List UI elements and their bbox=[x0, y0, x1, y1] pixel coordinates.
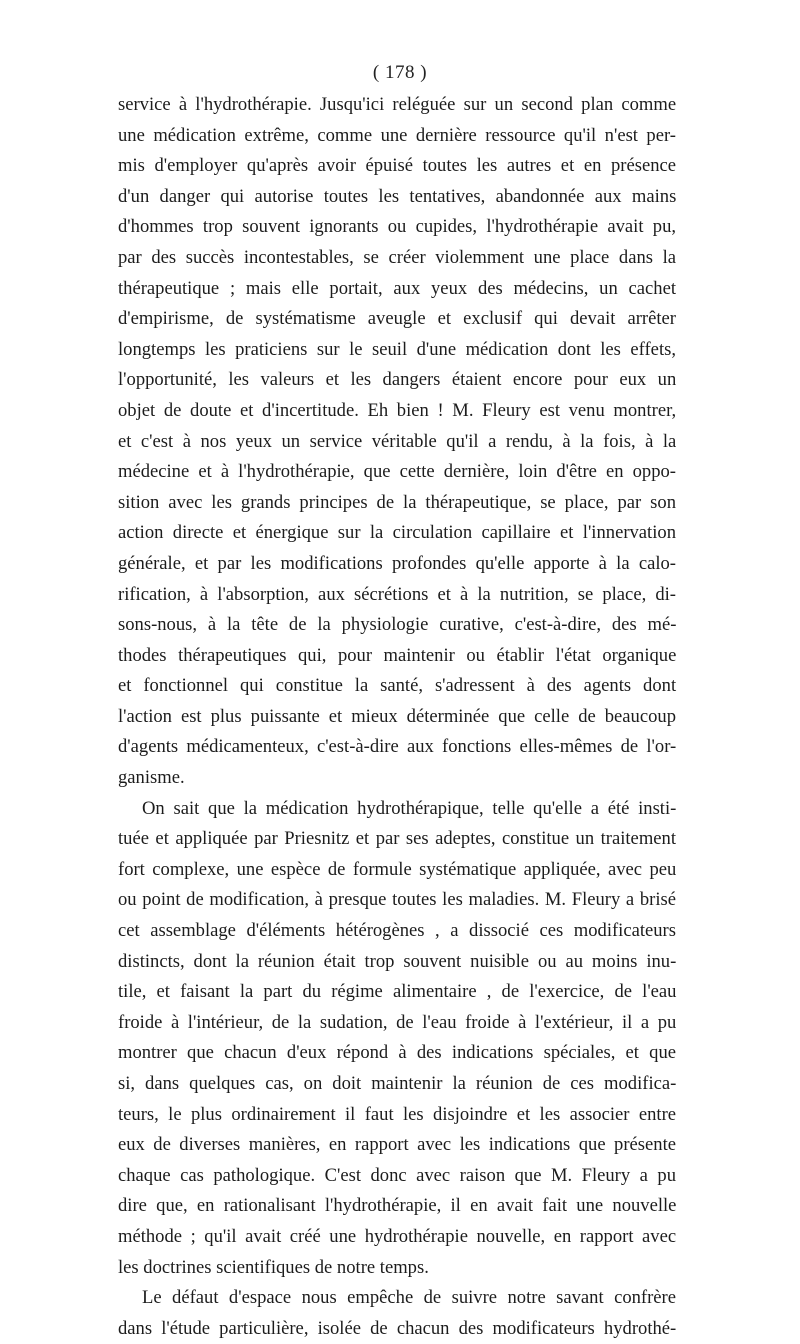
text-line: rification, à l'absorption, aux sécrétions et à la nutrition, se place, di- bbox=[118, 583, 676, 605]
text-line: une médication extrême, comme une dernière ressource qu'il n'est per- bbox=[118, 124, 676, 146]
text-line: Le défaut d'espace nous empêche de suivre notre savant confrère bbox=[142, 1287, 676, 1309]
text-line: d'hommes trop souvent ignorants ou cupides, l'hydrothérapie avait pu, bbox=[118, 216, 677, 238]
text-line: générale, et par les modifications profondes qu'elle apporte à la calo- bbox=[118, 552, 676, 574]
text-line: si, dans quelques cas, on doit maintenir la réunion de ces modifica- bbox=[118, 1073, 677, 1094]
paragraph-1 bbox=[118, 90, 676, 794]
text-line: cet assemblage d'éléments hétérogènes , a dissocié ces modificateurs bbox=[118, 920, 676, 942]
body-text bbox=[118, 90, 676, 1344]
text-line: ou point de modification, à presque toutes les maladies. M. Fleury a brisé bbox=[118, 889, 676, 911]
text-line: action directe et énergique sur la circulation capillaire et l'innervation bbox=[118, 522, 676, 544]
text-line: thodes thérapeutiques qui, pour maintenir ou établir l'état organique bbox=[118, 644, 677, 666]
text-line: dans l'étude particulière, isolée de chacun des modificateurs hydrothé- bbox=[118, 1317, 677, 1339]
text-line: l'action est plus puissante et mieux déterminée que celle de beaucoup bbox=[118, 705, 676, 727]
text-line: longtemps les praticiens sur le seuil d'une médication dont les effets, bbox=[118, 338, 676, 360]
text-line: les doctrines scientifiques de notre temps. bbox=[118, 1256, 429, 1278]
text-line: méthode ; qu'il avait créé une hydrothérapie nouvelle, en rapport avec bbox=[118, 1225, 677, 1247]
paragraph-3 bbox=[118, 1283, 676, 1344]
paragraph-2 bbox=[118, 794, 676, 1284]
text-line: d'un danger qui autorise toutes les tentatives, abandonnée aux mains bbox=[118, 185, 677, 207]
text-line: teurs, le plus ordinairement il faut les disjoindre et les associer entre bbox=[118, 1103, 677, 1125]
text-line: On sait que la médication hydrothérapique, telle qu'elle a été insti- bbox=[142, 797, 677, 819]
text-line: sons-nous, à la tête de la physiologie curative, c'est-à-dire, des mé- bbox=[118, 614, 677, 636]
text-line: chaque cas pathologique. C'est donc avec raison que M. Fleury a pu bbox=[118, 1164, 676, 1186]
text-line: et fonctionnel qui constitue la santé, s'adressent à des agents dont bbox=[118, 675, 677, 697]
text-line: tuée et appliquée par Priesnitz et par ses adeptes, constitue un traitement bbox=[118, 828, 676, 850]
page-number: ( 178 ) bbox=[372, 62, 428, 83]
text-line: dire que, en rationalisant l'hydrothérapie, il en avait fait une nouvelle bbox=[118, 1195, 677, 1217]
text-line: objet de doute et d'incertitude. Eh bien ! M. Fleury est venu montrer, bbox=[118, 399, 677, 421]
text-line: fort complexe, une espèce de formule systématique appliquée, avec peu bbox=[118, 858, 677, 880]
text-line: médecine et à l'hydrothérapie, que cette dernière, loin d'être en oppo- bbox=[118, 461, 676, 483]
text-line: par des succès incontestables, se créer violemment une place dans la bbox=[118, 246, 676, 268]
text-line: sition avec les grands principes de la thérapeutique, se place, par son bbox=[118, 491, 676, 513]
text-line: distincts, dont la réunion était trop souvent nuisible ou au moins inu- bbox=[118, 950, 677, 972]
text-line: d'empirisme, de systématisme aveugle et exclusif qui devait arrêter bbox=[118, 308, 676, 330]
text-line: service à l'hydrothérapie. Jusqu'ici reléguée sur un second plan comme bbox=[118, 94, 677, 115]
text-line: thérapeutique ; mais elle portait, aux yeux des médecins, un cachet bbox=[118, 277, 676, 299]
text-line: mis d'employer qu'après avoir épuisé toutes les autres et en présence bbox=[118, 155, 676, 177]
text-line: et c'est à nos yeux un service véritable qu'il a rendu, à la fois, à la bbox=[118, 430, 677, 452]
text-line: froide à l'intérieur, de la sudation, de l'eau froide à l'extérieur, il a pu bbox=[118, 1011, 677, 1033]
text-line: d'agents médicamenteux, c'est-à-dire aux fonctions elles-mêmes de l'or- bbox=[118, 736, 677, 758]
text-line: ganisme. bbox=[118, 767, 185, 789]
text-line: tile, et faisant la part du régime alimentaire , de l'exercice, de l'eau bbox=[118, 981, 677, 1003]
text-line: montrer que chacun d'eux répond à des indications spéciales, et que bbox=[118, 1042, 676, 1064]
text-line: l'opportunité, les valeurs et les dangers étaient encore pour eux un bbox=[118, 369, 677, 391]
text-line: eux de diverses manières, en rapport avec les indications que présente bbox=[118, 1134, 676, 1156]
